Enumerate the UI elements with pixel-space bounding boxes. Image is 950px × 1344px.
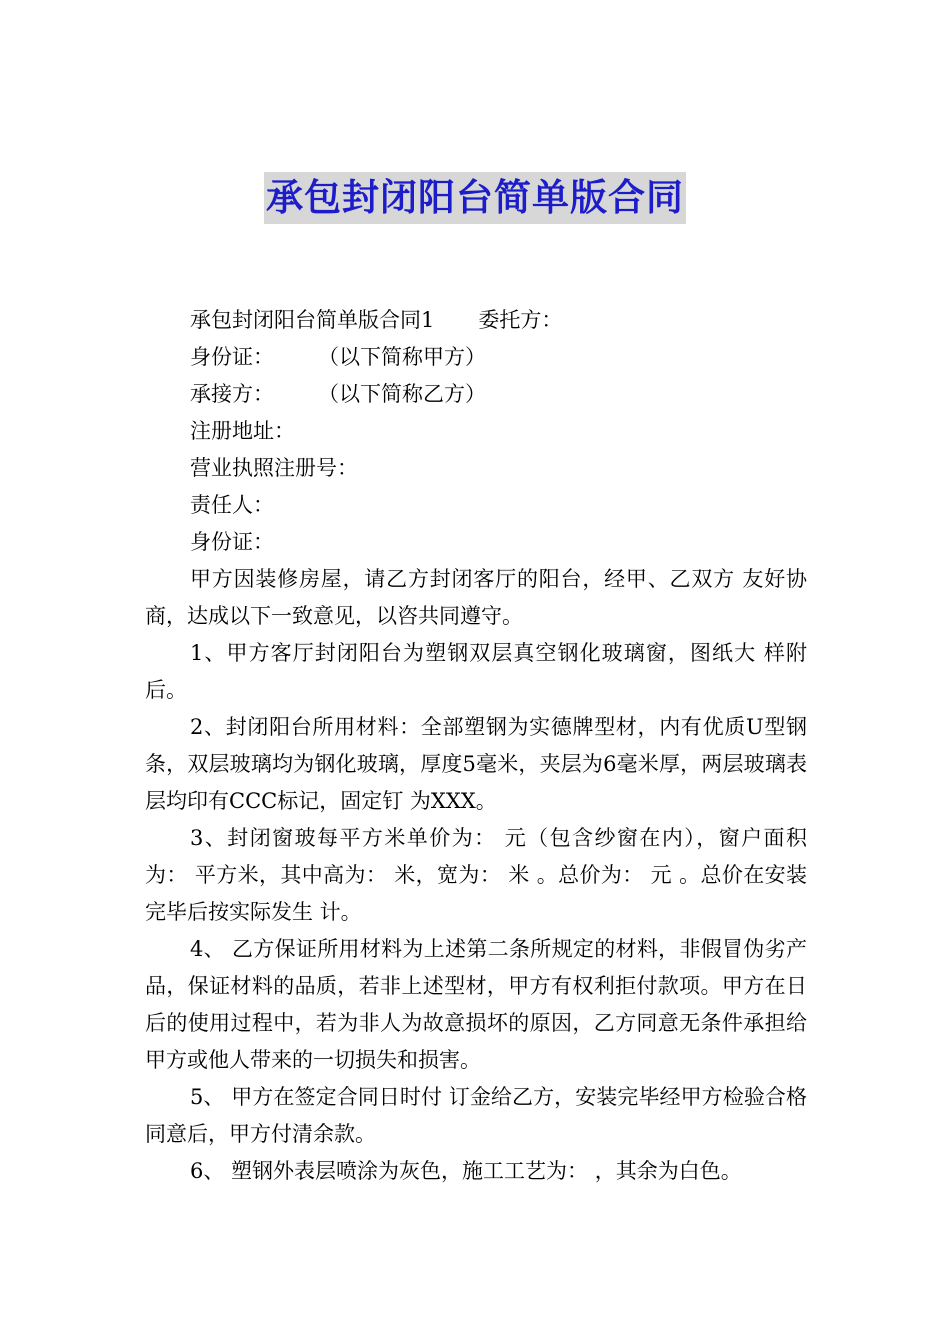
contract-name: 承包封闭阳台简单版合同1 (190, 308, 435, 332)
clause-1: 1、甲方客厅封闭阳台为塑钢双层真空钢化玻璃窗，图纸大 样附后。 (145, 641, 807, 702)
field-license-number: 营业执照注册号： (190, 456, 358, 480)
clause-6: 6、 塑钢外表层喷涂为灰色，施工工艺为： ，其余为白色。 (190, 1159, 742, 1183)
document-title: 承包封闭阳台简单版合同 (264, 172, 686, 224)
clause-4: 4、 乙方保证所用材料为上述第二条所规定的材料，非假冒伪劣产品，保证材料的品质，若非上述型材，甲方有权利拒付款项。甲方在日后的使用过程中，若为非人为故意损坏的原因，乙方同意无条件承担给甲方或他人带来的一切损失和损害。 (145, 937, 807, 1072)
title-container (0, 172, 950, 224)
party-a-note: （以下简称甲方） (318, 345, 486, 369)
header-line-contract (145, 302, 807, 339)
field-responsible-person: 责任人： (190, 493, 274, 517)
field-registered-address: 注册地址： (190, 419, 295, 443)
clause-2: 2、封闭阳台所用材料：全部塑钢为实德牌型材，内有优质U型钢条，双层玻璃均为钢化玻璃，厚度5毫米，夹层为6毫米厚，两层玻璃表层均印有CCC标记，固定钉 为XXX。 (145, 715, 807, 813)
header-line-contractor (145, 376, 807, 413)
id-label: 身份证： (190, 345, 274, 369)
clause-5: 5、 甲方在签定合同日时付 订金给乙方，安装完毕经甲方检验合格同意后，甲方付清余款。 (145, 1085, 807, 1146)
field-id-card: 身份证： (190, 530, 274, 554)
document-body (145, 302, 807, 1190)
clause-3: 3、封闭窗玻每平方米单价为： 元（包含纱窗在内），窗户面积为： 平方米，其中高为： 米，宽为： 米 。总价为： 元 。总价在安装完毕后按实际发生 计。 (145, 826, 807, 924)
party-b-note: （以下简称乙方） (318, 382, 486, 406)
header-line-id (145, 339, 807, 376)
contractor-label: 承接方： (190, 382, 274, 406)
paragraph-intro: 甲方因装修房屋，请乙方封闭客厅的阳台，经甲、乙双方 友好协商，达成以下一致意见，以咨共同遵守。 (145, 567, 807, 628)
client-label: 委托方： (478, 308, 563, 332)
